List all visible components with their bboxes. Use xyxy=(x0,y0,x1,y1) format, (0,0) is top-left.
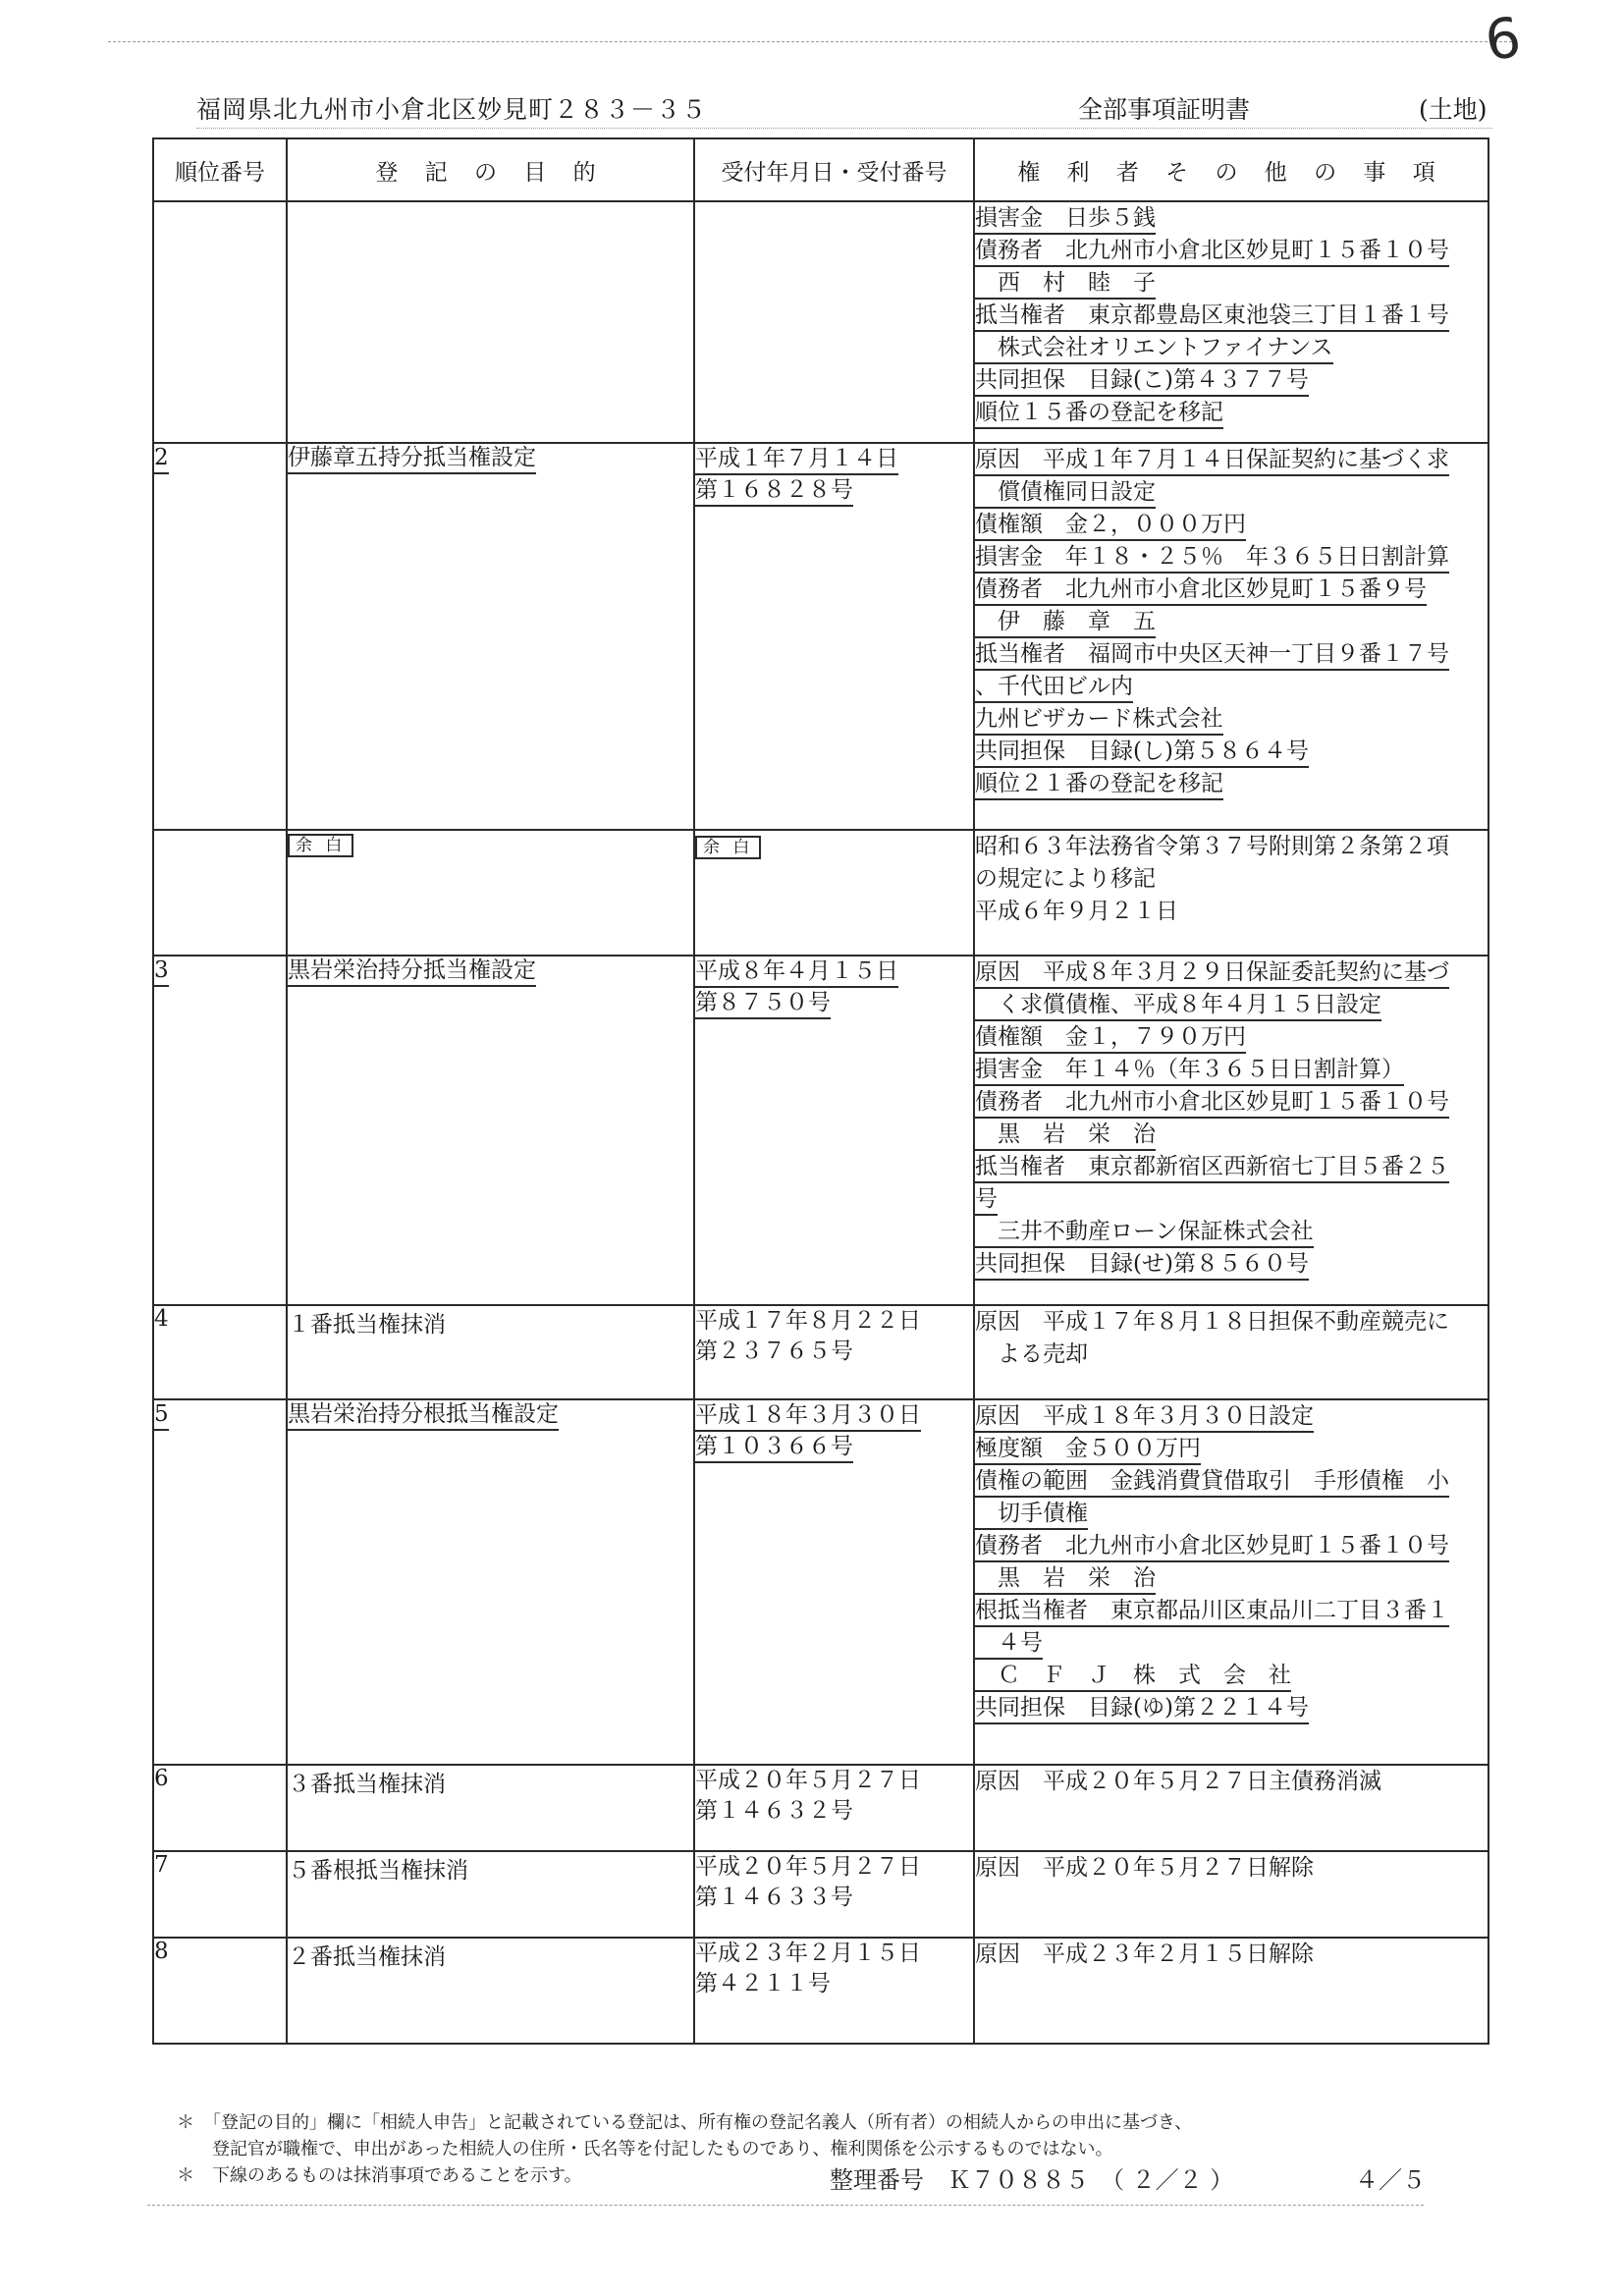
rank-number: 3 xyxy=(154,957,169,987)
reception-cell xyxy=(694,1305,974,1399)
rank-number-cell xyxy=(153,956,287,1305)
detail-line: 順位２１番の登記を移記 xyxy=(975,770,1223,800)
purpose-cell xyxy=(287,201,694,443)
rank-number-cell xyxy=(153,1938,287,2044)
table-row xyxy=(153,1938,1488,2044)
detail-line: 原因 平成１８年３月３０日設定 xyxy=(975,1402,1314,1433)
detail-line: 伊 藤 章 五 xyxy=(975,608,1156,638)
detail-line: 債権額 金２，０００万円 xyxy=(975,511,1246,541)
detail-line: 原因 平成８年３月２９日保証委託契約に基づ xyxy=(975,958,1449,989)
detail-line: く求償債権、平成８年４月１５日設定 xyxy=(975,991,1381,1021)
table-row xyxy=(153,1399,1488,1765)
rights-details-cell xyxy=(974,443,1488,830)
reception-cell xyxy=(694,201,974,443)
scan-edge-header xyxy=(196,128,1492,129)
detail-line: 、千代田ビル内 xyxy=(975,673,1133,703)
reference-number: 整理番号 Ｋ７０８８５ （ ２／２ ） xyxy=(830,2166,1234,2194)
rights-details-cell xyxy=(974,1305,1488,1399)
registration-purpose: 余 白 xyxy=(288,834,353,857)
detail-line: 損害金 年１４％（年３６５日日割計算） xyxy=(975,1056,1404,1086)
rights-details-cell xyxy=(974,201,1488,443)
rank-number-cell xyxy=(153,830,287,956)
footnote-2: 登記官が職権で、申出があった相続人の住所・氏名等を付記したものであり、権利関係を公示するものではない。 xyxy=(177,2139,1113,2159)
reception-number: 第１６８２８号 xyxy=(695,476,853,507)
detail-line: 原因 平成１７年８月１８日担保不動産競売に xyxy=(975,1309,1449,1335)
detail-line: ４号 xyxy=(975,1629,1043,1660)
detail-line: 切手債権 xyxy=(975,1500,1088,1530)
rank-number-cell xyxy=(153,201,287,443)
detail-line: 債権額 金１，７９０万円 xyxy=(975,1023,1246,1054)
rights-details-cell xyxy=(974,956,1488,1305)
purpose-cell xyxy=(287,1765,694,1851)
detail-line: 債務者 北九州市小倉北区妙見町１５番９号 xyxy=(975,575,1427,606)
column-header-rank: 順位番号 xyxy=(153,138,287,201)
detail-line: 原因 平成２３年２月１５日解除 xyxy=(975,1941,1314,1967)
property-address: 福岡県北九州市小倉北区妙見町２８３－３５ xyxy=(196,95,708,124)
detail-line: 根抵当権者 東京都品川区東品川二丁目３番１ xyxy=(975,1597,1449,1627)
column-header-purpose: 登 記 の 目 的 xyxy=(287,138,694,201)
document-title: 全部事項証明書 xyxy=(1078,95,1251,124)
detail-line: 共同担保 目録(ゆ)第２２１４号 xyxy=(975,1694,1309,1724)
detail-line: 原因 平成２０年５月２７日解除 xyxy=(975,1855,1314,1881)
table-row xyxy=(153,1305,1488,1399)
rank-number-cell xyxy=(153,1305,287,1399)
rights-details-cell xyxy=(974,1765,1488,1851)
purpose-cell xyxy=(287,1938,694,2044)
detail-line: よる売却 xyxy=(975,1341,1088,1367)
footnote-3: ＊ 下線のあるものは抹消事項であることを示す。 xyxy=(177,2165,582,2186)
property-kind: (土地) xyxy=(1419,95,1488,124)
detail-line: 債務者 北九州市小倉北区妙見町１５番１０号 xyxy=(975,1532,1449,1562)
detail-line: 共同担保 目録(こ)第４３７７号 xyxy=(975,366,1309,397)
detail-line: 黒 岩 栄 治 xyxy=(975,1564,1156,1595)
rank-number-cell xyxy=(153,1399,287,1765)
table-row xyxy=(153,1765,1488,1851)
reception-cell xyxy=(694,956,974,1305)
detail-line: 抵当権者 福岡市中央区天神一丁目９番１７号 xyxy=(975,640,1449,671)
rank-number: 5 xyxy=(154,1400,169,1431)
rights-details-cell xyxy=(974,1938,1488,2044)
detail-line: 償債権同日設定 xyxy=(975,478,1156,509)
detail-line: 号 xyxy=(975,1185,998,1216)
reception-date: 平成１７年８月２２日 xyxy=(695,1308,921,1334)
reception-number: 第１４６３２号 xyxy=(695,1798,853,1824)
purpose-cell xyxy=(287,1851,694,1938)
column-header-details: 権 利 者 そ の 他 の 事 項 xyxy=(974,138,1488,201)
scan-edge-bottom xyxy=(147,2205,1424,2206)
purpose-cell xyxy=(287,956,694,1305)
detail-line: 損害金 年１８・２５％ 年３６５日日割計算 xyxy=(975,543,1449,574)
detail-line: 共同担保 目録(せ)第８５６０号 xyxy=(975,1250,1309,1281)
registration-purpose: ２番抵当権抹消 xyxy=(288,1944,446,1970)
detail-line: 原因 平成１年７月１４日保証契約に基づく求 xyxy=(975,446,1449,476)
detail-line: 三井不動産ローン保証株式会社 xyxy=(975,1218,1314,1248)
detail-line: 九州ビザカード株式会社 xyxy=(975,705,1223,736)
detail-line: 抵当権者 東京都豊島区東池袋三丁目１番１号 xyxy=(975,301,1449,332)
detail-line: 西 村 睦 子 xyxy=(975,269,1156,300)
detail-line: 共同担保 目録(し)第５８６４号 xyxy=(975,738,1309,768)
registration-purpose: １番抵当権抹消 xyxy=(288,1312,446,1338)
reception-number: 第１４６３３号 xyxy=(695,1885,853,1910)
reception-number: 第４２１１号 xyxy=(695,1971,831,1996)
reception-cell xyxy=(694,1938,974,2044)
table-row xyxy=(153,1851,1488,1938)
table-row xyxy=(153,956,1488,1305)
rank-number: 4 xyxy=(154,1306,169,1332)
detail-line: 損害金 日歩５銭 xyxy=(975,204,1156,235)
table-row xyxy=(153,443,1488,830)
registration-purpose: ３番抵当権抹消 xyxy=(288,1772,446,1797)
scan-edge-top xyxy=(108,41,1512,42)
detail-line: 黒 岩 栄 治 xyxy=(975,1121,1156,1151)
registration-purpose: 黒岩栄治持分根抵当権設定 xyxy=(288,1400,559,1431)
detail-line: 昭和６３年法務省令第３７号附則第２条第２項 xyxy=(975,834,1449,859)
reception-cell xyxy=(694,1851,974,1938)
table-header-row xyxy=(153,138,1488,201)
table-row xyxy=(153,830,1488,956)
rights-details-cell xyxy=(974,830,1488,956)
purpose-cell xyxy=(287,443,694,830)
reception-date: 平成２０年５月２７日 xyxy=(695,1854,921,1880)
detail-line: 極度額 金５００万円 xyxy=(975,1435,1201,1465)
table-row xyxy=(153,201,1488,443)
rank-number-cell xyxy=(153,443,287,830)
reception-date: 平成１８年３月３０日 xyxy=(695,1401,921,1432)
reception-cell xyxy=(694,830,974,956)
reception-number: 第８７５０号 xyxy=(695,989,831,1019)
detail-line: 債権の範囲 金銭消費貸借取引 手形債権 小 xyxy=(975,1467,1449,1498)
detail-line: 株式会社オリエントファイナンス xyxy=(975,334,1333,364)
detail-line: Ｃ Ｆ Ｊ 株 式 会 社 xyxy=(975,1662,1291,1692)
reception-blank: 余 白 xyxy=(695,836,761,859)
reception-date: 平成１年７月１４日 xyxy=(695,445,898,475)
reception-cell xyxy=(694,1765,974,1851)
footnote-1: ＊ 「登記の目的」欄に「相続人申告」と記載されている登記は、所有権の登記名義人（所有者）の相続人からの申出に基づき、 xyxy=(177,2112,1193,2133)
detail-line: 原因 平成２０年５月２７日主債務消滅 xyxy=(975,1769,1381,1794)
reception-date: 平成２０年５月２７日 xyxy=(695,1768,921,1793)
detail-line: 順位１５番の登記を移記 xyxy=(975,399,1223,429)
registration-purpose: 黒岩栄治持分抵当権設定 xyxy=(288,957,536,987)
registry-table xyxy=(152,137,1489,2045)
purpose-cell xyxy=(287,1305,694,1399)
reception-number: 第１０３６６号 xyxy=(695,1433,853,1463)
column-header-reception: 受付年月日・受付番号 xyxy=(694,138,974,201)
reception-date: 平成２３年２月１５日 xyxy=(695,1941,921,1966)
detail-line: 抵当権者 東京都新宿区西新宿七丁目５番２５ xyxy=(975,1153,1449,1183)
page-indicator: ４／５ xyxy=(1355,2166,1426,2194)
detail-line: 債務者 北九州市小倉北区妙見町１５番１０号 xyxy=(975,237,1449,267)
handwritten-page-number: 6 xyxy=(1481,5,1525,75)
registration-purpose: 伊藤章五持分抵当権設定 xyxy=(288,444,536,474)
detail-line: 債務者 北九州市小倉北区妙見町１５番１０号 xyxy=(975,1088,1449,1119)
rank-number: 2 xyxy=(154,444,169,474)
rank-number-cell xyxy=(153,1765,287,1851)
rank-number: 8 xyxy=(154,1939,169,1964)
rights-details-cell xyxy=(974,1851,1488,1938)
reception-date: 平成８年４月１５日 xyxy=(695,957,898,988)
purpose-cell xyxy=(287,830,694,956)
reception-number: 第２３７６５号 xyxy=(695,1339,853,1364)
table-body xyxy=(153,201,1488,2044)
rank-number: 7 xyxy=(154,1852,169,1878)
purpose-cell xyxy=(287,1399,694,1765)
reception-cell xyxy=(694,1399,974,1765)
detail-line: の規定により移記 xyxy=(975,866,1156,892)
reception-cell xyxy=(694,443,974,830)
rank-number-cell xyxy=(153,1851,287,1938)
detail-line: 平成６年９月２１日 xyxy=(975,899,1178,924)
registration-purpose: ５番根抵当権抹消 xyxy=(288,1858,468,1884)
rank-number: 6 xyxy=(154,1766,169,1791)
rights-details-cell xyxy=(974,1399,1488,1765)
